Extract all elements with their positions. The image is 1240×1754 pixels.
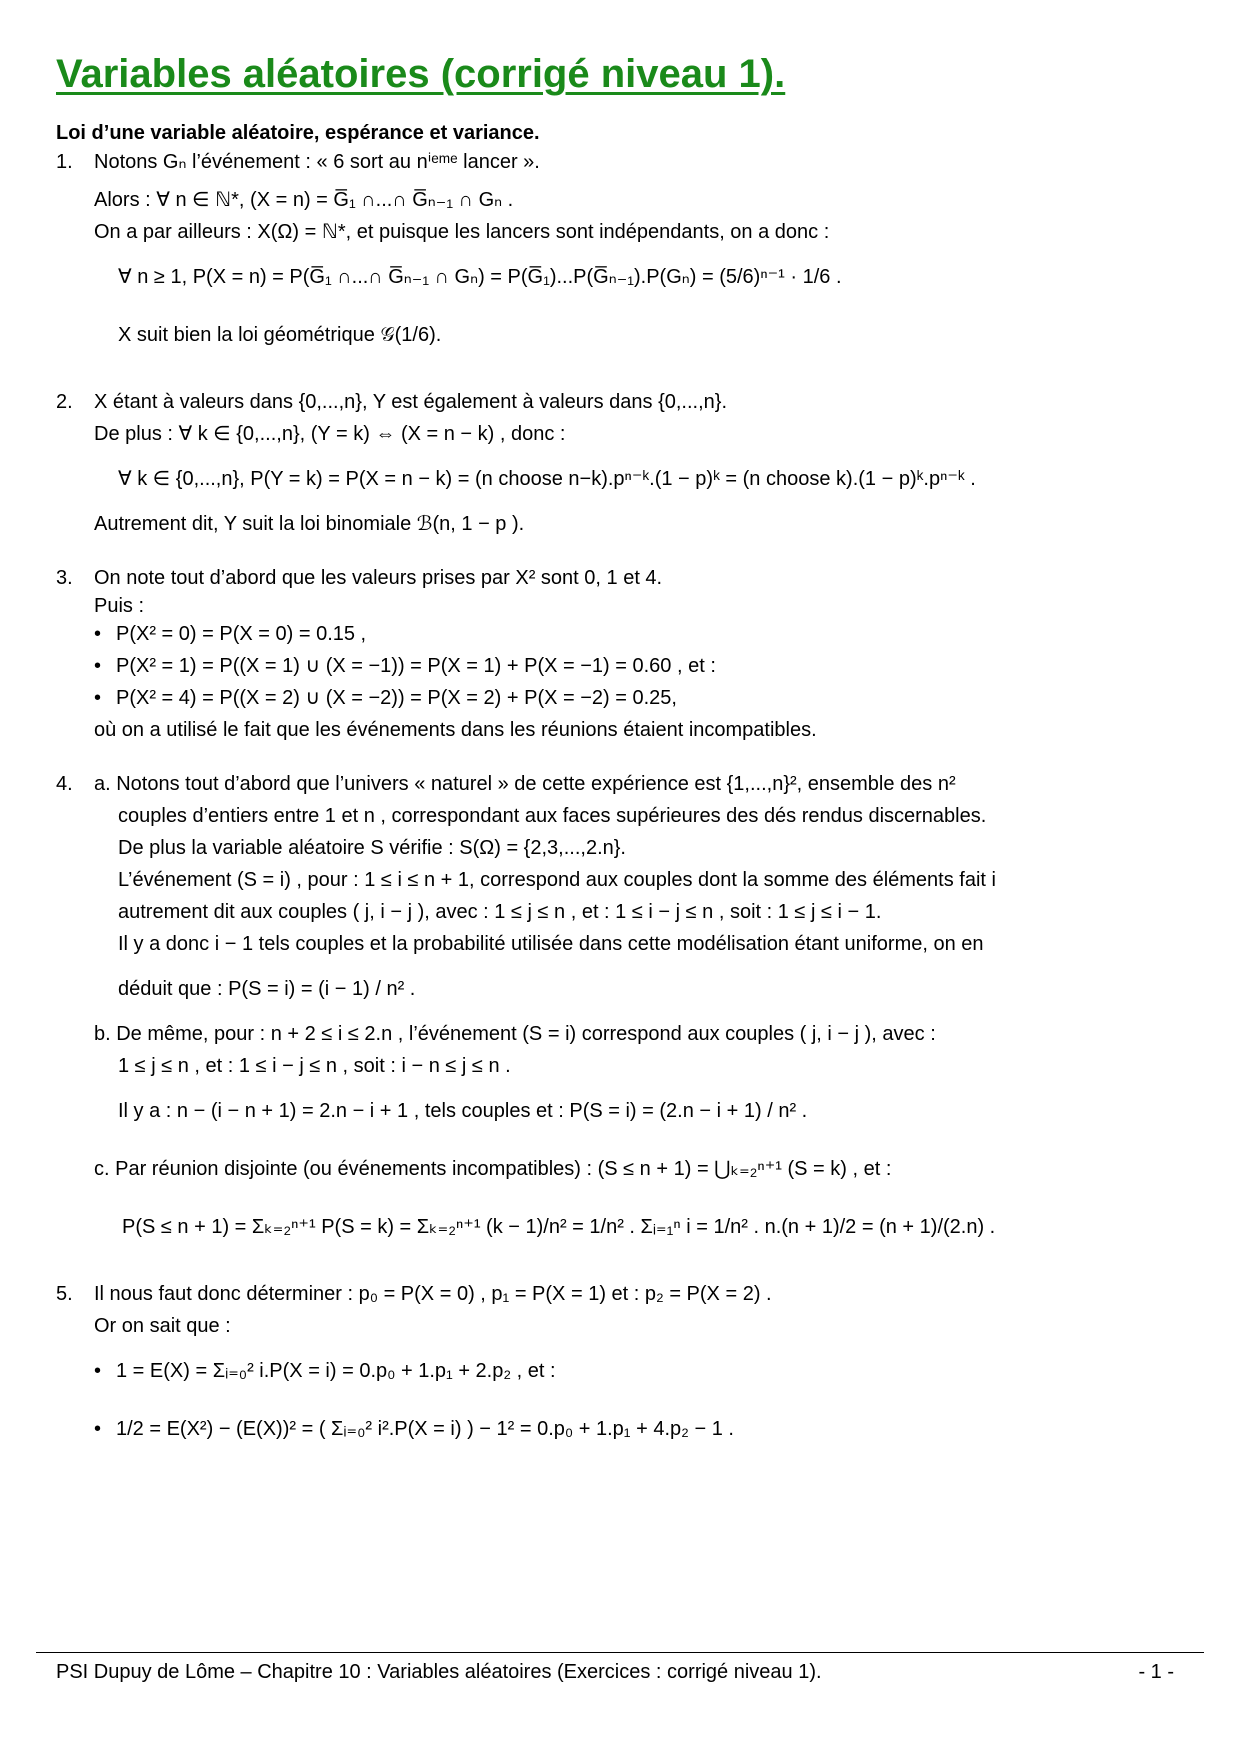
bullet-item: • 1 = E(X) = Σᵢ₌₀² i.P(X = i) = 0.p₀ + 1.p₁ + 2.p₂ , et : xyxy=(56,1342,1186,1400)
bullet-icon: • xyxy=(94,655,102,677)
formula-line: ∀ n ≥ 1, P(X = n) = P(G̅₁ ∩...∩ G̅ₙ₋₁ ∩ Gₙ) = P(G̅₁)...P(G̅ₙ₋₁).P(Gₙ) = (5/6)ⁿ⁻¹ · 1/6 . xyxy=(118,266,842,288)
page-number: - 1 - xyxy=(1138,1661,1174,1683)
bullet-icon: • xyxy=(94,1360,102,1382)
exercise-number: 3. xyxy=(56,567,73,589)
exercise-number: 4. xyxy=(56,773,73,795)
bullet-icon: • xyxy=(94,1418,102,1440)
exercise-4 xyxy=(56,768,1186,1256)
text-line: b. De même, pour : n + 2 ≤ i ≤ 2.n , l’événement (S = i) correspond aux couples ( j, i − j ), avec : xyxy=(94,1023,936,1045)
formula-line: P(S ≤ n + 1) = Σₖ₌₂ⁿ⁺¹ P(S = k) = Σₖ₌₂ⁿ⁺¹ (k − 1)/n² = 1/n² . Σᵢ₌₁ⁿ i = 1/n² . n.(n + 1)/2 = (n + 1)/(2.n) . xyxy=(122,1216,996,1238)
text-line: Autrement dit, Y suit la loi binomiale ℬ(n, 1 − p ). xyxy=(94,513,525,535)
exercise-number: 2. xyxy=(56,391,73,413)
exercise-number: 1. xyxy=(56,151,73,173)
text-line: Il y a donc i − 1 tels couples et la probabilité utilisée dans cette modélisation étant uniforme, on en xyxy=(118,933,984,955)
text-line: où on a utilisé le fait que les événements dans les réunions étaient incompatibles. xyxy=(94,719,817,741)
bullet-item: • P(X² = 4) = P((X = 2) ∪ (X = −2)) = P(X = 2) + P(X = −2) = 0.25, xyxy=(56,682,1186,714)
text-line: autrement dit aux couples ( j, i − j ), avec : 1 ≤ j ≤ n , et : 1 ≤ i − j ≤ n , soit : 1 ≤ j ≤ i − 1. xyxy=(118,901,882,923)
text-line: couples d’entiers entre 1 et n , correspondant aux faces supérieures des dés rendus discernables. xyxy=(118,805,987,827)
text-line: L’événement (S = i) , pour : 1 ≤ i ≤ n + 1, correspond aux couples dont la somme des éléments fait i xyxy=(118,869,996,891)
text-line: a. Notons tout d’abord que l’univers « naturel » de cette expérience est {1,...,n}², ensemble des n² xyxy=(94,773,956,795)
text-line: Puis : xyxy=(94,595,145,617)
footer-text: PSI Dupuy de Lôme – Chapitre 10 : Variables aléatoires (Exercices : corrigé niveau 1). xyxy=(56,1661,822,1683)
text-line: De plus la variable aléatoire S vérifie : S(Ω) = {2,3,...,2.n}. xyxy=(118,837,626,859)
text-line: On note tout d’abord que les valeurs prises par X² sont 0, 1 et 4. xyxy=(94,567,663,589)
formula-line: déduit que : P(S = i) = (i − 1) / n² . xyxy=(118,978,416,1000)
text-line: Il nous faut donc déterminer : p₀ = P(X = 0) , p₁ = P(X = 1) et : p₂ = P(X = 2) . xyxy=(94,1283,772,1305)
text-line: Or on sait que : xyxy=(94,1315,231,1337)
formula-line: ∀ k ∈ {0,...,n}, P(Y = k) = P(X = n − k) = (n choose n−k).pⁿ⁻ᵏ.(1 − p)ᵏ = (n choose k).(1 − p)ᵏ.pⁿ⁻ᵏ . xyxy=(118,468,976,490)
page-title: Variables aléatoires (corrigé niveau 1). xyxy=(56,52,786,96)
exercise-5 xyxy=(56,1278,1186,1458)
bullet-icon: • xyxy=(94,687,102,709)
formula-line: X suit bien la loi géométrique 𝒢(1/6). xyxy=(118,324,442,346)
text-line: De plus : ∀ k ∈ {0,...,n}, (Y = k) ⇔ (X = n − k) , donc : xyxy=(94,423,566,445)
exercise-1 xyxy=(56,146,1186,364)
bullet-item: • P(X² = 0) = P(X = 0) = 0.15 , xyxy=(56,618,1186,650)
document-page xyxy=(56,50,1186,1458)
text-line: Notons Gₙ l’événement : « 6 sort au nⁱᵉᵐᵉ lancer ». xyxy=(94,151,540,173)
exercise-2 xyxy=(56,386,1186,540)
text-line: c. Par réunion disjointe (ou événements incompatibles) : (S ≤ n + 1) = ⋃ₖ₌₂ⁿ⁺¹ (S = k) , et : xyxy=(94,1158,892,1180)
text-line: 1 ≤ j ≤ n , et : 1 ≤ i − j ≤ n , soit : i − n ≤ j ≤ n . xyxy=(118,1055,511,1077)
page-footer xyxy=(36,1652,1204,1684)
formula-line: Il y a : n − (i − n + 1) = 2.n − i + 1 , tels couples et : P(S = i) = (2.n − i + 1) / n² . xyxy=(118,1100,808,1122)
bullet-item: • 1/2 = E(X²) − (E(X))² = ( Σᵢ₌₀² i².P(X = i) ) − 1² = 0.p₀ + 1.p₁ + 4.p₂ − 1 . xyxy=(56,1400,1186,1458)
bullet-item: • P(X² = 1) = P((X = 1) ∪ (X = −1)) = P(X = 1) + P(X = −1) = 0.60 , et : xyxy=(56,650,1186,682)
bullet-icon: • xyxy=(94,623,102,645)
section-subtitle: Loi d’une variable aléatoire, espérance et variance. xyxy=(56,122,540,144)
exercise-3 xyxy=(56,562,1186,746)
exercise-number: 5. xyxy=(56,1283,73,1305)
text-line: On a par ailleurs : X(Ω) = ℕ*, et puisque les lancers sont indépendants, on a donc : xyxy=(94,221,830,243)
text-line: Alors : ∀ n ∈ ℕ*, (X = n) = G̅₁ ∩...∩ G̅ₙ₋₁ ∩ Gₙ . xyxy=(94,189,514,211)
text-line: X étant à valeurs dans {0,...,n}, Y est également à valeurs dans {0,...,n}. xyxy=(94,391,728,413)
